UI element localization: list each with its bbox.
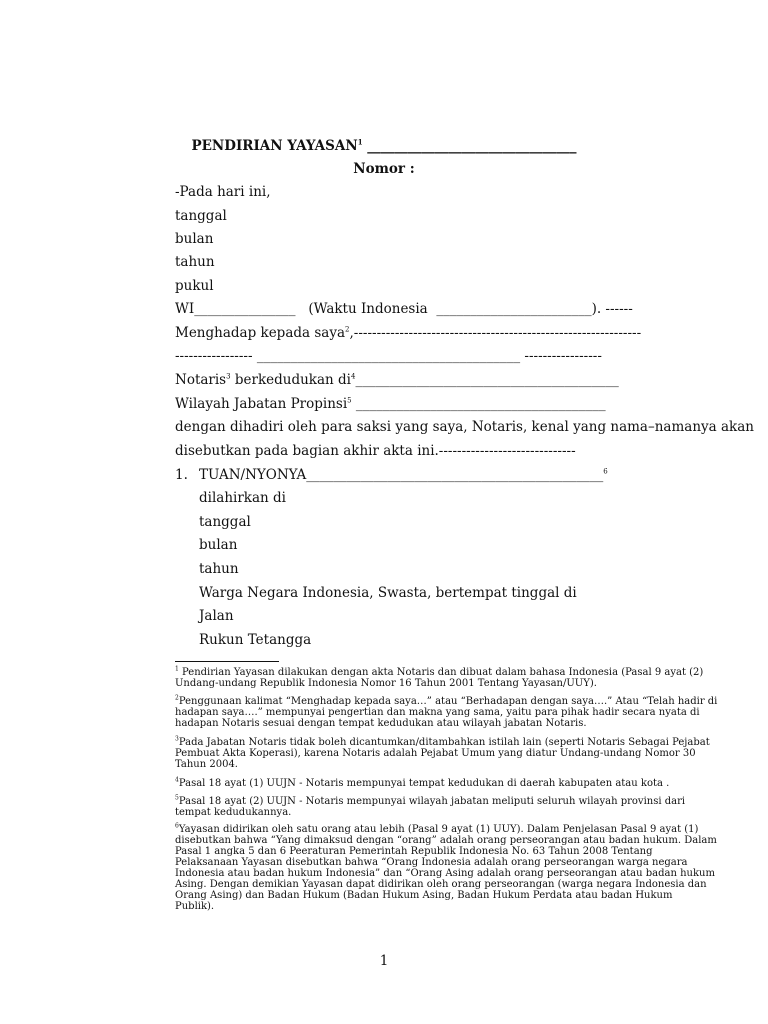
- dilahirkan-line: dilahirkan di: [199, 490, 286, 506]
- footnote-separator: [175, 661, 279, 662]
- footnote-4: $^4$Pasal 18 ayat (1) UUJN - Notaris mempunyai tempat kedudukan di daerah kabupaten atau kota .: [175, 776, 670, 789]
- tahun-line: tahun: [175, 254, 215, 270]
- footnote-5: $^5$Pasal 18 ayat (2) UUJN - Notaris mempunyai wilayah jabatan meliputi seluruh wilayah provinsi dari tempat kedudukannya.: [175, 794, 686, 818]
- jalan-line: Jalan: [199, 608, 234, 624]
- tanggal-line: tanggal: [175, 208, 227, 224]
- bulan-line: bulan: [175, 231, 214, 247]
- wi-blank: WI_______________: [175, 301, 296, 317]
- dengan-line: dengan dihadiri oleh para saksi yang saya, Notaris, kenal yang nama–namanya akan: [175, 419, 754, 435]
- waktu-indonesia-blank: _______________________). ------: [436, 301, 633, 317]
- tanggal-line-2: tanggal: [199, 514, 251, 530]
- pukul-line: pukul: [175, 278, 214, 294]
- pada-hari-line: -Pada hari ini,: [175, 184, 271, 200]
- notaris-line: Notaris$^3$ berkedudukan $di^4\_\_\_\_\_\_\_\_\_\_\_\_\_\_\_\_\_\_\_\_\_\_\_\_\_\_\_\_\_\_\_\_\_\_\_\_\_\_\_$: [175, 372, 619, 388]
- bulan-line-2: bulan: [199, 537, 238, 553]
- document-title: PENDIRIAN YAYASAN$^1$ _______________________________: [191, 137, 577, 154]
- wilayah-line: Wilayah Jabatan Propinsi$^5$ _____________________________________: [175, 396, 606, 412]
- page-number: 1: [379, 953, 389, 969]
- footnote-1: $^1$ Pendirian Yayasan dilakukan dengan akta Notaris dan dibuat dalam bahasa Indonesia (Pasal 9 ayat (2) Undang-undang Republik Indonesia Nomor 16 Tahun 2001 Tentang Yayasan/UUY).: [175, 665, 704, 689]
- rukun-tetangga-line: Rukun Tetangga: [199, 632, 312, 648]
- dashes-line: ----------------- _______________________________________ -----------------: [175, 348, 602, 364]
- waktu-indonesia-label: (Waktu Indonesia: [308, 301, 428, 317]
- menghadap-line: Menghadap kepada saya$^2$,---------------------------------------------------------------: [175, 325, 642, 341]
- disebutkan-line: disebutkan pada bagian akhir akta ini.------------------------------: [175, 443, 576, 459]
- footnote-2: $^2$Penggunaan kalimat “Menghadap kepada saya…” atau “Berhadapan dengan saya….” Atau “Telah hadir di hadapan saya….” mempunyai pengertian dan makna yang sama, yaitu para pihak hadir secara nyata di hadapan Notaris sesuai dengan tempat kedudukan atau wilayah jabatan Notaris.: [175, 694, 718, 729]
- tuan-nyonya-line: TUAN/NYONYA____________________________________________$^6$: [199, 467, 608, 483]
- tahun-line-2: tahun: [199, 561, 239, 577]
- waktu-indonesia-line: [175, 301, 633, 317]
- list-number-1: 1.: [175, 467, 188, 483]
- warga-line: Warga Negara Indonesia, Swasta, bertempat tinggal di: [199, 585, 577, 601]
- nomor-label: Nomor :: [353, 161, 415, 177]
- footnote-6: $^6$Yayasan didirikan oleh satu orang atau lebih (Pasal 9 ayat (1) UUY). Dalam Penjelasan Pasal 9 ayat (1) disebutkan bahwa “Yang dimaksud dengan “orang” adalah orang perseorangan atau badan hukum. Dalam Pasal 1 angka 5 dan 6 Peeraturan Pemerintah Republik Indonesia No. 63 Tahun 2008 Tentang Pelaksanaan Yayasan disebutkan bahwa “Orang Indonesia adalah orang perseorangan warga negara Indonesia atau badan hukum Indonesia” dan “Orang Asing adalah orang perseorangan atau badan hukum Asing. Dengan demikian Yayasan dapat didirikan oleh orang perseorangan (warga negara Indonesia dan Orang Asing) dan Badan Hukum (Badan Hukum Asing, Badan Hukum Perdata atau badan Hukum Publik).: [175, 822, 717, 912]
- footnote-3: $^3$Pada Jabatan Notaris tidak boleh dicantumkan/ditambahkan istilah lain (seperti Notaris Sebagai Pejabat Pembuat Akta Koperasi), karena Notaris adalah Pejabat Umum yang diatur Undang-undang Nomor 30 Tahun 2004.: [175, 735, 710, 770]
